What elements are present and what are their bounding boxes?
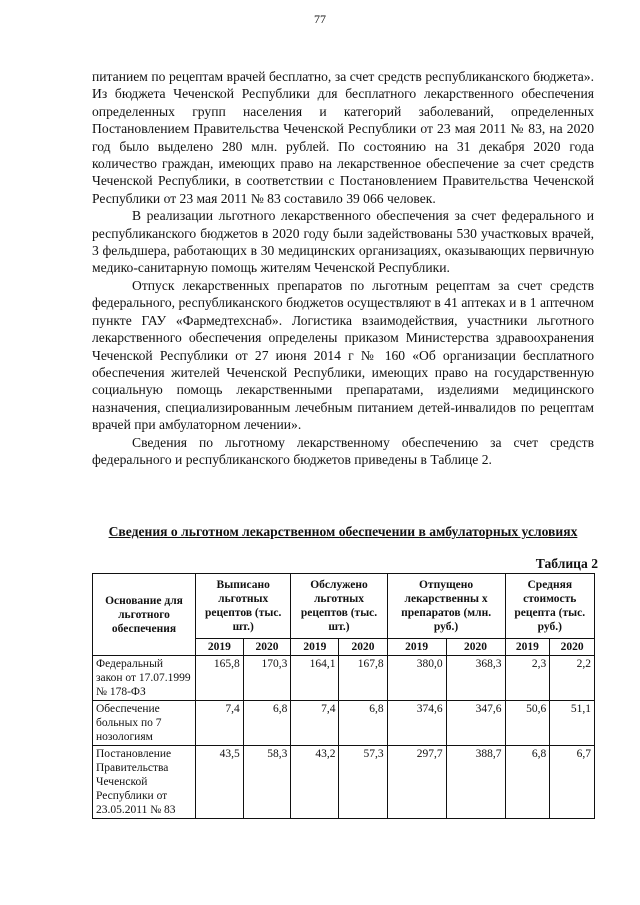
table-cell: 165,8 bbox=[196, 656, 244, 701]
table-cell: 297,7 bbox=[387, 746, 446, 819]
group-header-prescribed: Выписано льготных рецептов (тыс. шт.) bbox=[196, 574, 291, 639]
table-cell: 7,4 bbox=[291, 701, 339, 746]
table-cell: 170,3 bbox=[243, 656, 291, 701]
table-cell: 6,7 bbox=[550, 746, 595, 819]
table-cell: 374,6 bbox=[387, 701, 446, 746]
table-cell: 6,8 bbox=[243, 701, 291, 746]
table-header-row bbox=[93, 574, 595, 639]
page-number: 77 bbox=[314, 12, 326, 26]
year-header: 2020 bbox=[550, 639, 595, 656]
table-cell: 167,8 bbox=[339, 656, 387, 701]
table-row bbox=[93, 701, 595, 746]
table-cell: 2,3 bbox=[505, 656, 550, 701]
group-header-served: Обслужено льготных рецептов (тыс. шт.) bbox=[291, 574, 387, 639]
paragraph: Отпуск лекарственных препаратов по льготным рецептам за счет средств федерального, республиканского бюджетов осуществляют в 41 аптеках и в 1 аптечном пункте ГАУ «Фармедтехснаб». Логистика взаимодействия, участники льготного лекарственного обеспечения определены приказом Министерства здравоохранения Чеченской Республики от 27 июня 2014 г № 160 «Об организации бесплатного обеспечения жителей Чеченской Республики, имеющих право на государственную социальную помощь лекарственными препаратами, изделиями медицинского назначения, специализированным лечебным питанием детей-инвалидов по рецептам врачей при амбулаторном лечении». bbox=[92, 277, 594, 433]
paragraph: питанием по рецептам врачей бесплатно, за счет средств республиканского бюджета». Из бюджета Чеченской Республики для бесплатного лекарственного обеспечения определенных групп населения и категорий заболеваний, определенных Постановлением Правительства Чеченской Республики от 23 мая 2011 № 83, на 2020 год было выделено 280 млн. рублей. По состоянию на 31 декабря 2020 года количество граждан, имеющих право на лекарственное обеспечение за счет средств Чеченской Республики, в соответствии с Постановлением Правительства Чеченской Республики от 23 мая 2011 № 83 составило 39 066 человек. bbox=[92, 69, 594, 206]
year-header: 2019 bbox=[196, 639, 244, 656]
table-cell: 7,4 bbox=[196, 701, 244, 746]
row-basis: Обеспечение больных по 7 нозологиям bbox=[93, 701, 196, 746]
table-cell: 43,2 bbox=[291, 746, 339, 819]
year-header: 2020 bbox=[446, 639, 505, 656]
table-cell: 57,3 bbox=[339, 746, 387, 819]
row-basis: Постановление Правительства Чеченской Республики от 23.05.2011 № 83 bbox=[93, 746, 196, 819]
table-cell: 50,6 bbox=[505, 701, 550, 746]
table-cell: 51,1 bbox=[550, 701, 595, 746]
table-cell: 347,6 bbox=[446, 701, 505, 746]
benefits-table bbox=[92, 573, 595, 819]
table-cell: 58,3 bbox=[243, 746, 291, 819]
table-cell: 388,7 bbox=[446, 746, 505, 819]
table-cell: 164,1 bbox=[291, 656, 339, 701]
year-header: 2019 bbox=[505, 639, 550, 656]
table-cell: 2,2 bbox=[550, 656, 595, 701]
paragraph: Сведения по льготному лекарственному обеспечению за счет средств федерального и республиканского бюджетов приведены в Таблице 2. bbox=[92, 434, 594, 467]
table-row bbox=[93, 656, 595, 701]
year-header: 2020 bbox=[339, 639, 387, 656]
table-caption: Таблица 2 bbox=[535, 556, 598, 571]
group-header-avg-cost: Средняя стоимость рецепта (тыс. руб.) bbox=[505, 574, 594, 639]
body-text bbox=[92, 68, 594, 468]
row-basis: Федеральный закон от 17.07.1999 № 178-ФЗ bbox=[93, 656, 196, 701]
table-cell: 368,3 bbox=[446, 656, 505, 701]
table-cell: 43,5 bbox=[196, 746, 244, 819]
table-title: Сведения о льготном лекарственном обеспечении в амбулаторных условиях bbox=[108, 524, 578, 539]
table-cell: 380,0 bbox=[387, 656, 446, 701]
group-header-dispensed: Отпущено лекарственны х препаратов (млн. руб.) bbox=[387, 574, 505, 639]
year-header: 2019 bbox=[387, 639, 446, 656]
year-header: 2020 bbox=[243, 639, 291, 656]
basis-header: Основание для льготного обеспечения bbox=[93, 574, 196, 656]
year-header: 2019 bbox=[291, 639, 339, 656]
table-cell: 6,8 bbox=[505, 746, 550, 819]
paragraph: В реализации льготного лекарственного обеспечения за счет федерального и республиканского бюджетов в 2020 году были задействованы 530 участковых врачей, 3 фельдшера, работающих в 30 медицинских организациях, оказывающих первичную медико-санитарную помощь жителям Чеченской Республики. bbox=[92, 208, 594, 276]
table-cell: 6,8 bbox=[339, 701, 387, 746]
table-row bbox=[93, 746, 595, 819]
